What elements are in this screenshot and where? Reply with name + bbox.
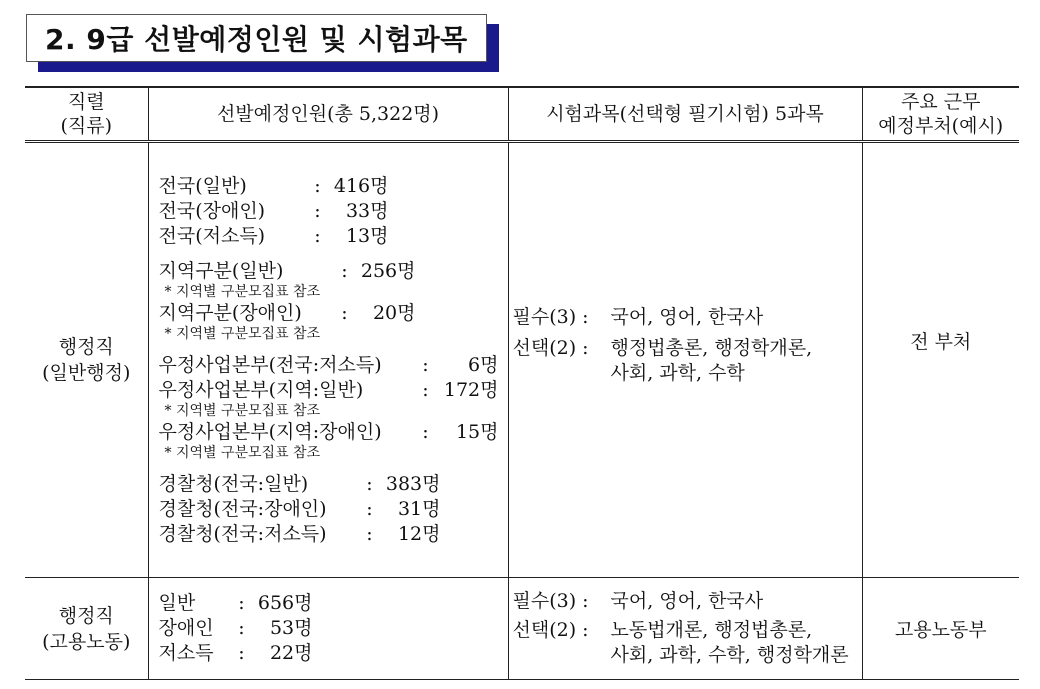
quota-item [159, 301, 508, 326]
quota-label: 지역구분(일반) [158, 259, 284, 282]
subject-type-label [513, 361, 611, 386]
subject-list: 국어, 영어, 한국사 [610, 305, 764, 328]
quota-separator: : [341, 259, 348, 282]
section-title: 2. 9급 선발예정인원 및 시험과목 [45, 23, 468, 56]
elective-subjects [513, 361, 862, 386]
subject-type-label: 선택(2) : [512, 619, 589, 641]
reference-note: * 지역별 구분모집표 참조 [164, 325, 321, 342]
subject-type-label: 필수(3) : [512, 590, 589, 612]
quota-item [159, 472, 508, 497]
subject-type-label: 필수(3) : [512, 305, 589, 328]
quota-label: 우정사업본부(전국:저소득) [158, 353, 382, 376]
quota-label: 전국(일반) [158, 174, 247, 197]
recruitment-table [25, 86, 1019, 680]
subject-list: 행정법총론, 행정학개론, [610, 336, 813, 359]
subject-list: 사회, 과학, 수학, 행정학개론 [610, 644, 849, 666]
section-title-box [26, 14, 487, 62]
job-series-cell [25, 578, 148, 680]
subjects-cell [508, 142, 862, 578]
quota-value: 53명 [269, 617, 313, 639]
quota-item [159, 616, 508, 641]
quota-item [159, 522, 508, 547]
header-department-line1: 주요 근무 [901, 91, 981, 113]
quota-label: 장애인 [158, 617, 214, 639]
quota-separator: : [422, 420, 429, 443]
subject-list: 국어, 영어, 한국사 [610, 590, 764, 612]
quota-label: 저소득 [158, 642, 214, 664]
group-spacer [159, 462, 508, 472]
quota-separator: : [314, 174, 321, 197]
quota-value: 22명 [269, 642, 313, 664]
group-spacer [159, 343, 508, 353]
quota-item [159, 174, 508, 199]
quota-item [159, 591, 508, 616]
quota-label: 경찰청(전국:저소득) [158, 522, 327, 545]
job-series-line: 행정직 [58, 604, 114, 627]
elective-subjects [513, 643, 862, 668]
quota-separator: : [422, 378, 429, 401]
quota-label: 지역구분(장애인) [158, 301, 302, 324]
table-header-row [25, 87, 1019, 142]
quota-value: 33명 [345, 199, 389, 222]
job-series-line: (고용노동) [42, 630, 131, 653]
elective-subjects [513, 336, 862, 361]
reference-note: * 지역별 구분모집표 참조 [164, 283, 321, 300]
quota-separator: : [238, 617, 245, 639]
department-cell: 고용노동부 [894, 619, 987, 641]
quota-separator: : [314, 224, 321, 247]
quota-label: 우정사업본부(지역:장애인) [158, 420, 382, 443]
quota-label: 경찰청(전국:장애인) [158, 497, 327, 520]
job-series-line: 행정직 [58, 336, 114, 358]
quota-value: 31명 [397, 497, 441, 520]
header-department-line2: 예정부처(예시) [878, 115, 1004, 137]
header-job-series-line2: (직류) [60, 115, 113, 137]
quota-value: 383명 [385, 472, 441, 495]
table-row [25, 578, 1019, 680]
quota-cell [148, 142, 508, 578]
job-series-line: (일반행정) [42, 362, 131, 384]
quota-separator: : [238, 592, 245, 614]
quota-separator: : [341, 301, 348, 324]
quota-value: 20명 [372, 301, 416, 324]
quota-item [159, 353, 508, 378]
quota-separator: : [422, 353, 429, 376]
subject-type-label: 선택(2) : [512, 336, 589, 359]
required-subjects [513, 589, 862, 614]
quota-value: 6명 [468, 353, 499, 376]
quota-item [159, 420, 508, 445]
reference-note: * 지역별 구분모집표 참조 [164, 402, 321, 419]
quota-item [159, 224, 508, 249]
group-spacer [159, 249, 508, 259]
header-department [862, 87, 1019, 142]
quota-label: 경찰청(전국:일반) [158, 472, 309, 495]
quota-separator: : [238, 642, 245, 664]
quota-value: 15명 [455, 420, 499, 443]
subject-type-label [513, 643, 611, 668]
reference-note: * 지역별 구분모집표 참조 [164, 444, 321, 461]
quota-separator: : [366, 522, 373, 545]
quota-item [159, 641, 508, 666]
header-quota: 선발예정인원(총 5,322명) [148, 87, 508, 142]
header-job-series [25, 87, 148, 142]
quota-label: 전국(장애인) [158, 199, 266, 222]
quota-label: 우정사업본부(지역:일반) [158, 378, 364, 401]
quota-separator: : [366, 472, 373, 495]
quota-separator: : [314, 199, 321, 222]
elective-subjects [513, 618, 862, 643]
header-job-series-line1: 직렬 [67, 91, 105, 113]
quota-item [159, 199, 508, 224]
quota-item [159, 259, 508, 284]
table-row [25, 142, 1019, 578]
quota-separator: : [366, 497, 373, 520]
subject-list: 사회, 과학, 수학 [610, 361, 745, 384]
required-subjects [513, 305, 862, 330]
quota-value: 13명 [345, 224, 389, 247]
subjects-cell [508, 578, 862, 680]
quota-item [159, 378, 508, 403]
quota-label: 전국(저소득) [158, 224, 266, 247]
quota-value: 416명 [333, 174, 389, 197]
quota-value: 172명 [443, 378, 499, 401]
quota-value: 12명 [397, 522, 441, 545]
quota-value: 656명 [257, 592, 313, 614]
quota-cell [148, 578, 508, 680]
subject-list: 노동법개론, 행정법총론, [610, 619, 813, 641]
header-subjects: 시험과목(선택형 필기시험) 5과목 [508, 87, 862, 142]
quota-value: 256명 [360, 259, 416, 282]
department-cell: 전 부처 [910, 330, 972, 353]
quota-item [159, 497, 508, 522]
quota-label: 일반 [158, 592, 196, 614]
job-series-cell [25, 142, 148, 578]
